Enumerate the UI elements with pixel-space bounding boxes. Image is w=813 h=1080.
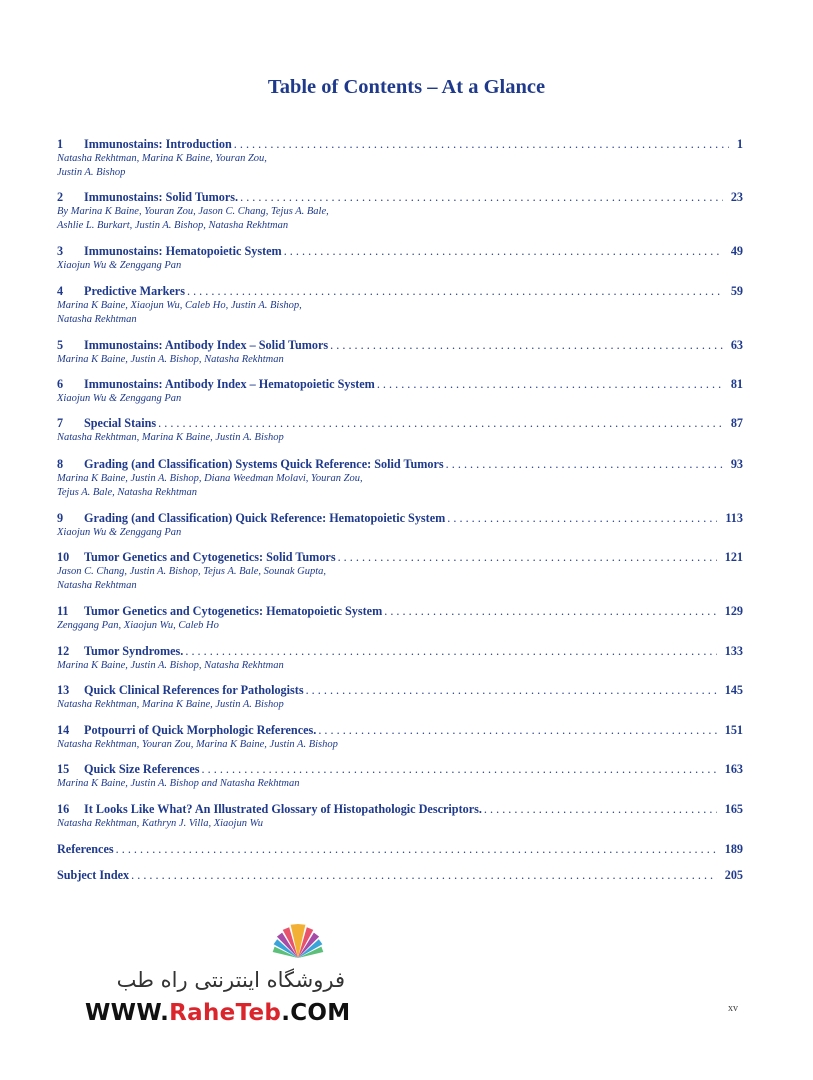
dot-leader [185,644,716,659]
toc-entry-heading [57,868,743,883]
dot-leader [338,550,717,565]
chapter-number: 14 [57,723,70,737]
chapter-number: 9 [57,511,64,525]
dot-leader [446,457,723,472]
page-reference[interactable]: 133 [724,644,743,658]
chapter-title-link[interactable]: Immunostains: Antibody Index – Solid Tumors [84,338,329,352]
toc-entry-extra [57,868,743,883]
toc-entry-heading [57,762,743,777]
dot-leader [484,802,717,817]
toc-entry-heading [57,416,743,431]
chapter-title-link[interactable]: References [57,842,114,856]
logo-url-prefix: WWW. [85,1000,170,1026]
page-reference[interactable]: 93 [730,457,743,471]
dot-leader [318,723,716,738]
chapter-number: 15 [57,762,70,776]
logo-persian-text: فروشگاه اینترنتی راه طب [116,968,345,992]
chapter-authors: Justin A. Bishop [57,167,126,178]
toc-entry-heading [57,550,743,565]
toc-entry [57,762,743,791]
toc-entry-heading [57,644,743,659]
chapter-authors: Natasha Rekhtman, Marina K Baine, Youran Zou, [57,153,267,164]
toc-entry-heading [57,604,743,619]
chapter-number: 4 [57,284,64,298]
toc-entry [57,644,743,673]
page-reference[interactable]: 205 [724,868,743,882]
chapter-number: 1 [57,137,64,151]
toc-entry [57,338,743,367]
dot-leader [306,683,717,698]
page-reference[interactable]: 23 [730,190,743,204]
page-reference[interactable]: 63 [730,338,743,352]
book-fan-icon [253,920,343,960]
chapter-number: 6 [57,377,64,391]
toc-entry [57,604,743,633]
page-reference[interactable]: 87 [730,416,743,430]
dot-leader [447,511,717,526]
chapter-authors: Tejus A. Bale, Natasha Rekhtman [57,487,197,498]
chapter-authors: Marina K Baine, Xiaojun Wu, Caleb Ho, Justin A. Bishop, [57,300,302,311]
dot-leader [234,137,729,152]
dot-leader [377,377,723,392]
chapter-authors: Xiaojun Wu & Zenggang Pan [57,527,182,538]
chapter-title-link[interactable]: Quick Clinical References for Pathologists [84,683,304,697]
chapter-number: 11 [57,604,69,618]
chapter-authors: Natasha Rekhtman, Kathryn J. Villa, Xiaojun Wu [57,818,263,829]
toc-entry-heading [57,511,743,526]
chapter-authors: By Marina K Baine, Youran Zou, Jason C. Chang, Tejus A. Bale, [57,206,329,217]
chapter-number: 12 [57,644,70,658]
page-reference[interactable]: 81 [730,377,743,391]
page-reference[interactable]: 113 [725,511,743,525]
chapter-authors: Marina K Baine, Justin A. Bishop, Natasha Rekhtman [57,354,284,365]
dot-leader [284,244,723,259]
chapter-number: 8 [57,457,64,471]
dot-leader [158,416,723,431]
toc-entry-heading [57,284,743,299]
page-reference[interactable]: 1 [736,137,743,151]
toc-entry [57,802,743,831]
chapter-authors: Natasha Rekhtman [57,314,137,325]
toc-entry [57,723,743,752]
dot-leader [240,190,723,205]
toc-entry-heading [57,244,743,259]
chapter-title-link[interactable]: Immunostains: Antibody Index – Hematopoietic System [84,377,375,391]
dot-leader [330,338,723,353]
page-reference[interactable]: 189 [724,842,743,856]
logo-url-brand: RaheTeb [169,1000,282,1026]
chapter-title-link[interactable]: Grading (and Classification) Quick Reference: Hematopoietic System [84,511,446,525]
page-reference[interactable]: 165 [724,802,743,816]
toc-entry [57,377,743,406]
chapter-title-link[interactable]: Tumor Genetics and Cytogenetics: Hematopoietic System [84,604,383,618]
chapter-number: 16 [57,802,70,816]
chapter-number: 3 [57,244,64,258]
chapter-title-link[interactable]: It Looks Like What? An Illustrated Glossary of Histopathologic Descriptors. [84,802,482,816]
chapter-authors: Zenggang Pan, Xiaojun Wu, Caleb Ho [57,620,219,631]
logo-url-suffix: .COM [281,1000,351,1026]
chapter-authors: Marina K Baine, Justin A. Bishop, Natasha Rekhtman [57,660,284,671]
toc-entry [57,457,743,500]
toc-entry [57,550,743,593]
chapter-title-link[interactable]: Tumor Genetics and Cytogenetics: Solid Tumors [84,550,336,564]
page-reference[interactable]: 163 [724,762,743,776]
dot-leader [202,762,717,777]
chapter-authors: Marina K Baine, Justin A. Bishop and Natasha Rekhtman [57,778,300,789]
toc-entry-heading [57,683,743,698]
chapter-title-link[interactable]: Special Stains [84,416,157,430]
dot-leader [131,868,717,883]
dot-leader [116,842,717,857]
toc-entry-extra [57,842,743,857]
chapter-title-link[interactable]: Grading (and Classification) Systems Quick Reference: Solid Tumors [84,457,444,471]
chapter-title-link[interactable]: Immunostains: Solid Tumors. [84,190,239,204]
page-reference[interactable]: 59 [730,284,743,298]
toc-entry-heading [57,137,743,152]
chapter-title-link[interactable]: Predictive Markers [84,284,185,298]
toc-entry [57,683,743,712]
page-reference[interactable]: 121 [724,550,743,564]
toc-entry-heading [57,377,743,392]
chapter-authors: Jason C. Chang, Justin A. Bishop, Tejus A. Bale, Sounak Gupta, [57,566,327,577]
chapter-number: 10 [57,550,70,564]
chapter-title-link[interactable]: Quick Size References [84,762,200,776]
chapter-title-link[interactable]: Immunostains: Introduction [84,137,232,151]
chapter-title-link[interactable]: Subject Index [57,868,130,882]
toc-entry [57,137,743,180]
chapter-authors: Marina K Baine, Justin A. Bishop, Diana Weedman Molavi, Youran Zou, [57,473,363,484]
page-title: Table of Contents – At a Glance [267,76,546,98]
chapter-authors: Ashlie L. Burkart, Justin A. Bishop, Natasha Rekhtman [57,220,289,231]
toc-entry-heading [57,802,743,817]
toc-entry [57,190,743,233]
toc-entry-heading [57,723,743,738]
chapter-authors: Natasha Rekhtman, Marina K Baine, Justin A. Bishop [57,699,284,710]
watermark-logo [83,920,351,1032]
chapter-number: 13 [57,683,70,697]
toc-entry [57,244,743,273]
chapter-authors: Natasha Rekhtman, Youran Zou, Marina K Baine, Justin A. Bishop [57,739,338,750]
toc-entry-heading [57,457,743,472]
logo-url [85,1000,350,1026]
toc-entry-heading [57,190,743,205]
chapter-number: 7 [57,416,64,430]
toc-entry-heading [57,842,743,857]
toc-entry [57,511,743,540]
toc-entry [57,416,743,445]
chapter-number: 5 [57,338,64,352]
page-reference[interactable]: 151 [724,723,743,737]
chapter-number: 2 [57,190,64,204]
chapter-title-link[interactable]: Immunostains: Hematopoietic System [84,244,282,258]
chapter-authors: Natasha Rekhtman, Marina K Baine, Justin A. Bishop [57,432,284,443]
page-reference[interactable]: 49 [730,244,743,258]
page-reference[interactable]: 145 [724,683,743,697]
page-number: xv [728,1003,738,1014]
dot-leader [384,604,717,619]
dot-leader [187,284,723,299]
chapter-title-link[interactable]: Tumor Syndromes. [84,644,184,658]
chapter-title-link[interactable]: Potpourri of Quick Morphologic References. [84,723,317,737]
page-reference[interactable]: 129 [724,604,743,618]
chapter-authors: Natasha Rekhtman [57,580,137,591]
toc-entry-heading [57,338,743,353]
chapter-authors: Xiaojun Wu & Zenggang Pan [57,260,182,271]
toc-entry [57,284,743,327]
chapter-authors: Xiaojun Wu & Zenggang Pan [57,393,182,404]
